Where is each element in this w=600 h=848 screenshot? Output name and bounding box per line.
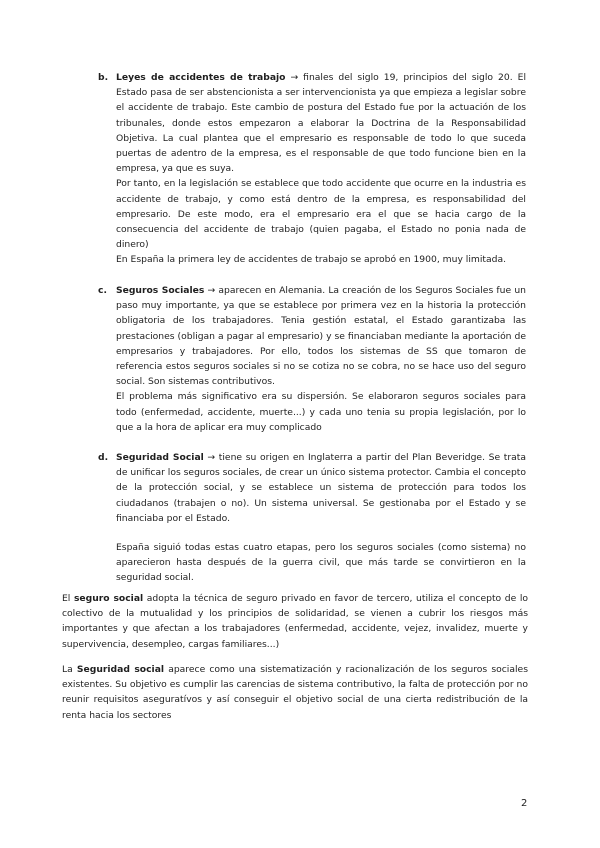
list-item-b <box>98 70 526 268</box>
item-paragraph: En España la primera ley de accidentes de trabajo se aprobó en 1900, muy limitada. <box>116 254 507 266</box>
item-text: → tiene su origen en Inglaterra a partir del Plan Beveridge. Se trata de unificar los seguros sociales, de crear un único sistema protector. Cambia el concepto de la protección social, y se establece un sistema de protección para todos los ciudadanos (trabajen o no). Un sistema universal. Se gestionaba por el Estado y se financiaba por el Estado. <box>116 452 527 524</box>
body-paragraph <box>62 591 528 652</box>
item-title: Seguridad Social <box>116 452 204 463</box>
item-paragraph <box>116 450 526 526</box>
text-run: El <box>62 593 74 604</box>
list-marker: d. <box>98 452 109 463</box>
page-number: 2 <box>521 798 528 809</box>
list-marker: c. <box>98 285 107 296</box>
item-paragraph <box>116 283 526 389</box>
item-text: → finales del siglo 19, principios del siglo 20. El Estado pasa de ser abstencionista a ser intervencionista ya que empieza a legislar sobre el accidente de trabajo. Este cambio de postura del Estado fue por la actuación de los tribunales, donde estos empezaron a elaborar la Doctrina de la Responsabilidad Objetiva. La cual plantea que el empresario es responsable de todo lo que suceda puertas de adentro de la empresa, es el responsable de que todo funcione bien en la empresa, ya que es suya. <box>116 72 526 175</box>
item-paragraph: El problema más significativo era su dispersión. Se elaboraron seguros sociales para todo (enfermedad, accidente, muerte...) y cada uno tenia su propia legislación, por lo que a la hora de aplicar era muy complicado <box>116 391 526 433</box>
body-paragraph <box>62 662 528 723</box>
item-title: Leyes de accidentes de trabajo <box>116 72 286 83</box>
bold-term: seguro social <box>73 593 144 604</box>
item-paragraph: España siguió todas estas cuatro etapas, pero los seguros sociales (como sistema) no aparecieron hasta después de la guerra civil, que más tarde se convirtieron en la seguridad social. <box>116 542 526 584</box>
list-item-d <box>98 450 527 586</box>
list-item-c <box>98 283 526 435</box>
item-title: Seguros Sociales <box>116 285 205 296</box>
item-paragraph <box>116 70 526 176</box>
item-text: → aparecen en Alemania. La creación de los Seguros Sociales fue un paso muy importante, ya que se establece por primera vez en la historia la protección obligatoria de los trabajadores. Tenia gestión estatal, el Estado garantizaba las prestaciones (obligan a pagar al empresario) y se financiaban mediante la aportación de empresarios y trabajadores. Por ello, todos los sistemas de SS que tomaron de referencia estos seguros sociales si no se cotiza no se cobra, no se hace uso del seguro social. Son sistemas contributivos. <box>116 285 526 388</box>
text-run: La <box>62 664 77 675</box>
text-run: adopta la técnica de seguro privado en favor de tercero, utiliza el concepto de lo colectivo de la mutualidad y los principios de solidaridad, se vienen a cubrir los riesgos más importantes y que afectan a los trabajadores (enfermedad, accidente, vejez, invalidez, muerte y supervivencia, desempleo, cargas familiares...) <box>62 593 528 650</box>
bold-term: Seguridad social <box>76 664 165 675</box>
text-run: aparece como una sistematización y racionalización de los seguros sociales existentes. Su objetivo es cumplir las carencias de sistema contributivo, la falta de protección por no reunir requisitos aseguratívos y así conseguir el objetivo social de una cierta redistribución de la renta hacia los sectores <box>62 664 528 721</box>
item-paragraph: Por tanto, en la legislación se establece que todo accidente que ocurre en la industria es accidente de trabajo, y como está dentro de la empresa, es responsabilidad del empresario. De este modo, era el empresario era el que se hacia cargo de la consecuencia del accidente de trabajo (quien pagaba, el Estado no ponia nada de dinero) <box>116 178 526 251</box>
list-marker: b. <box>98 72 109 83</box>
